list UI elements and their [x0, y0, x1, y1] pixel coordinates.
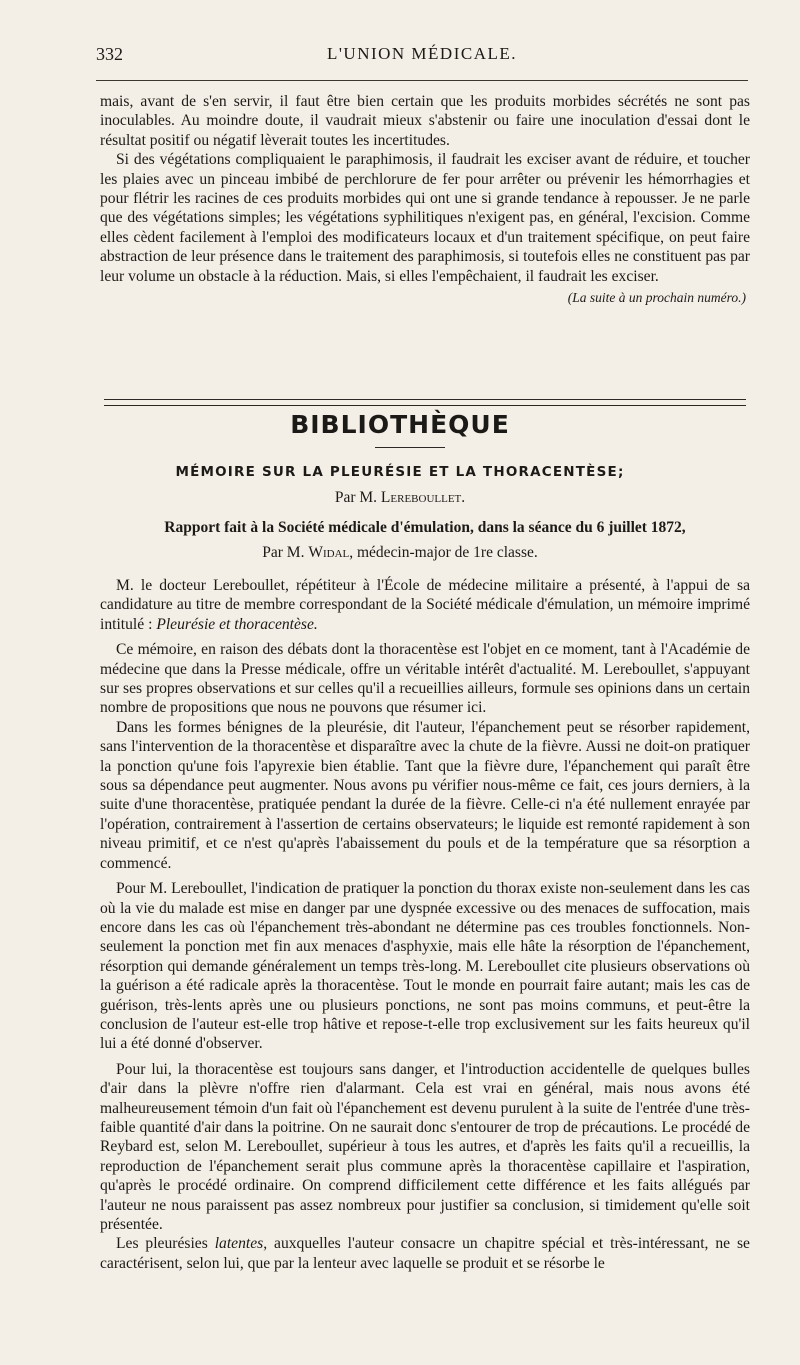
paragraph: Pour lui, la thoracentèse est toujours sans danger, et l'introduction accidentelle de quelques bulles d'air dans la plèvre n'offre rien d'alarmant. Cela est vrai en général, mais nous avons été malheureusement témoin d'un fait où l'épanchement est devenu purulent à la suite de l'entrée d'une très-faible quantité d'air dans la poitrine. On ne saurait donc s'entourer de trop de précautions. Le procédé de Reybard est, selon M. Lereboullet, supérieur à tous les autres, et d'après les faits qu'il a recueillis, la reproduction de l'épanchement serait plus commune après la thoracentèse capillaire et l'aspiration, qu'après le procédé ordinaire. On comprend difficilement cette différence et les faits allégués par l'auteur ne nous paraissent pas assez nombreux pour justifier sa conclusion, si timidement qu'elle soit présentée.: [100, 1060, 750, 1233]
cited-title: Pleurésie et thoracentèse.: [156, 615, 318, 633]
paragraph-text: , auxquelles l'auteur consacre un chapitre spécial et très-intéressant, ne se caractérisent, selon lui, que par la lenteur avec laquelle se produit et se résorbe le: [100, 1235, 750, 1272]
reviewer-name: Widal: [308, 544, 350, 561]
paragraph: mais, avant de s'en servir, il faut être bien certain que les produits morbides sécrétés ne sont pas inoculables. Au moindre doute, il vaudrait mieux s'abstenir ou faire une inoculation d'essai dont le résultat positif ou négatif lèverait toutes les incertitudes.: [100, 93, 750, 149]
header-rule: [96, 80, 748, 81]
section-divider: [104, 399, 746, 406]
continued-article: [100, 92, 750, 307]
paragraph: Si des végétations compliquaient le paraphimosis, il faudrait les exciser avant de réduire, et toucher les plaies avec un pinceau imbibé de perchlorure de fer pour arrêter ou prévenir les hémorrhagies et pour flétrir les racines de ces produits morbides qui ont une si grande tendance à repousser. Je ne parle que des végétations simples; les végétations syphilitiques n'exigent pas, en général, l'excision. Comme elles cèdent facilement à l'emploi des modificateurs locaux et d'un traitement spécifique, on peut faire abstraction de leur présence dans le traitement des paraphimosis, si toutefois elles ne constituent pas par leur volume un obstacle à la réduction. Mais, si elles l'empêchaient, il faudrait les exciser.: [100, 151, 750, 285]
paragraph: Ce mémoire, en raison des débats dont la thoracentèse est l'objet en ce moment, tant à l'Académie de médecine que dans la Presse médicale, offre un véritable intérêt d'actualité. M. Lereboullet, s'appuyant sur ses propres observations et sur celles qu'il a recueillies ailleurs, formule ses opinions dans un certain nombre de propositions que nous ne pouvons que résumer ici.: [100, 641, 750, 717]
work-title: MÉMOIRE SUR LA PLEURÉSIE ET LA THORACENTÈSE;: [175, 464, 625, 480]
running-head: L'UNION MÉDICALE.: [326, 44, 518, 63]
byline-prefix: Par M.: [334, 489, 378, 506]
report-line: Rapport fait à la Société médicale d'émulation, dans la séance du 6 juillet 1872,: [164, 519, 686, 536]
page-number: 332: [96, 44, 123, 64]
paragraph-text: Les pleurésies: [116, 1235, 215, 1253]
paragraph: [100, 576, 750, 634]
reviewer-title: , médecin-major de 1re classe.: [349, 544, 538, 561]
review-body: [100, 576, 750, 1273]
emphasis: latentes: [214, 1235, 264, 1253]
page-header: [96, 44, 748, 72]
reviewer-byline: [0, 544, 800, 562]
paragraph: [100, 1234, 750, 1273]
byline-prefix: Par M.: [262, 544, 305, 561]
paragraph: Pour M. Lereboullet, l'indication de pratiquer la ponction du thorax existe non-seulement dans les cas où la vie du malade est mise en danger par une dyspnée excessive ou des menaces de suffocation, mais encore dans les cas où l'épanchement très-abondant ne détermine pas ces troubles fonctionnels. Non-seulement la ponction met fin aux menaces d'asphyxie, mais elle hâte la résorption de l'épanchement, résorption qui demande généralement un temps très-long. M. Lereboullet cite plusieurs observations où la guérison a été radicale après la thoracentèse. Tout le monde en pourrait faire autant; mais les cas de guérison, très-lents après une ou plusieurs ponctions, ne sont pas moins communs, et peut-être la conclusion de l'auteur est-elle trop hâtive et repose-t-elle trop exclusivement sur les faits heureux qu'il lui a été donné d'observer.: [100, 880, 750, 1053]
continuation-note: (La suite à un prochain numéro.): [567, 290, 746, 306]
section-title: BIBLIOTHÈQUE: [290, 410, 510, 439]
paragraph: Dans les formes bénignes de la pleurésie, dit l'auteur, l'épanchement peut se résorber rapidement, sans l'intervention de la thoracentèse et disparaître avec la chute de la fièvre. Aussi ne doit-on pratiquer la ponction qu'une fois l'apyrexie bien établie. Tant que la fièvre dure, l'épanchement qui paraît être sous sa dépendance peut augmenter. Nous avons pu vérifier nous-même ce fait, ces jours derniers, à la suite d'une thoracentèse, pratiquée pendant la durée de la fièvre. Celle-ci n'a été nullement enrayée par l'opération, contrairement à l'assertion de certains observateurs; le liquide est remonté rapidement à son niveau primitif, et ce n'est qu'après l'abaissement du pouls et de la température que sa résorption a commencé.: [100, 718, 750, 872]
title-underline: [375, 447, 445, 448]
author-byline: [0, 489, 800, 507]
paragraph-text: M. le docteur Lereboullet, répétiteur à l'École de médecine militaire a présenté, à l'appui de sa candidature au titre de membre correspondant de la Société médicale d'émulation, un mémoire imprimé intitulé :: [100, 577, 750, 633]
author-name: Lereboullet.: [380, 489, 466, 506]
